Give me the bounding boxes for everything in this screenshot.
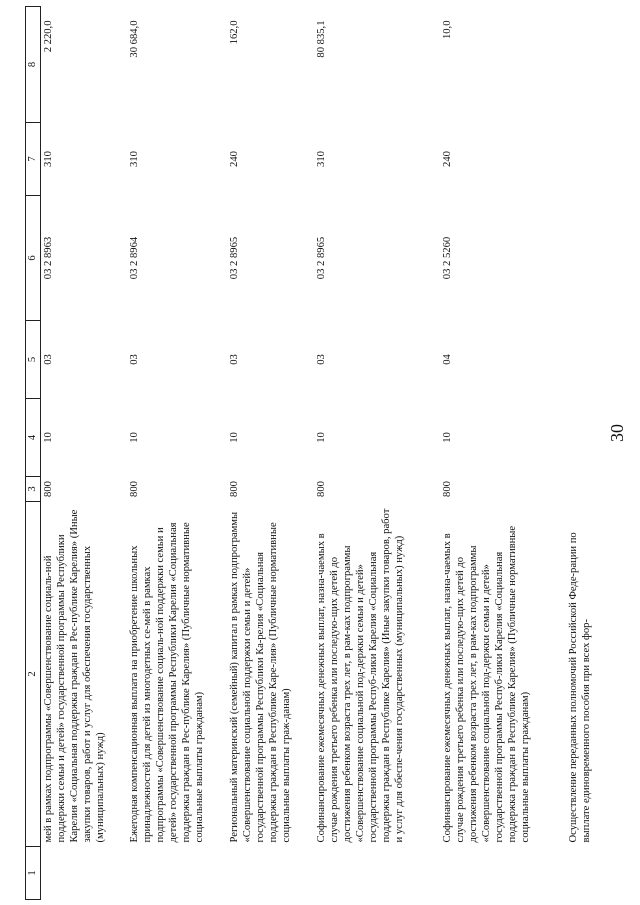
table-row: [440, 7, 566, 900]
code-ministry: 800: [315, 481, 327, 497]
row-description: Ежегодная компенсационная выплата на приобретение школьных принадлежностей для детей из многодетных се-мей в рамках подпрограммы «Совершенствование социаль-ной поддержки семьи и детей» государственной программы Республики Карелия «Социальная поддержка граждан в Рес-публике Карелия» (Публичные нормативные социальные выплаты гражданам): [128, 522, 205, 843]
code-subsection: [566, 321, 600, 399]
column-header: 7: [26, 123, 41, 196]
column-header: 8: [26, 7, 41, 123]
code-subsection: 03: [128, 354, 140, 365]
row-description: мей в рамках подпрограммы «Совершенствование социаль-ной поддержки семьи и детей» государственной программы Республики Карелия «Социальная поддержка граждан в Рес-публике Карелия» (Иные закупки товаров, работ и услуг для обеспечения государственных (муниципальных) нужд): [43, 509, 106, 843]
code-expense-type: [566, 123, 600, 196]
code-target-article: 03 2 8963: [43, 236, 54, 280]
code-target-article: 03 2 5260: [441, 236, 453, 280]
row-number-cell: [440, 847, 566, 900]
code-target-article: 03 2 8965: [228, 236, 240, 280]
code-ministry: 800: [228, 481, 240, 497]
code-section: 10: [228, 432, 240, 443]
column-header: 6: [26, 196, 41, 321]
rotated-page-content: [25, 7, 640, 900]
amount-cell: 10,0: [441, 20, 453, 40]
amount-cell: [566, 7, 600, 123]
row-description: Осуществление переданных полномочий Российской Феде-рации по выплате единовременного пособия при всех фор-: [567, 532, 592, 843]
amount-cell: 80 835,1: [315, 20, 327, 58]
code-target-article: 03 2 8964: [128, 236, 140, 280]
code-section: 10: [43, 432, 54, 443]
table-row: [227, 7, 314, 900]
amount-cell: 2 220,0: [43, 20, 54, 53]
code-section: 10: [128, 432, 140, 443]
code-target-article: 03 2 8965: [315, 236, 327, 280]
row-number-cell: [314, 847, 440, 900]
row-number-cell: [127, 847, 227, 900]
row-number-cell: [41, 847, 127, 900]
row-description: Софинансирование ежемесячных денежных выплат, назна-чаемых в случае рождения третьего ребенка или последую-щих детей до достижения ребенком возраста трех лет, в рам-ках подпрограммы «Совершенствование социальной под-держки семьи и детей» государственной программы Респуб-лики Карелия «Социальная поддержка граждан в Республике Карелия» (Иные закупки товаров, работ и услуг для обеспе-чения государственных (муниципальных) нужд): [315, 508, 405, 843]
code-ministry: 800: [441, 481, 453, 497]
amount-cell: 30 684,0: [128, 20, 140, 58]
code-ministry: 800: [128, 481, 140, 497]
column-header: 3: [26, 477, 41, 502]
row-number-cell: [227, 847, 314, 900]
column-header: 5: [26, 321, 41, 399]
code-expense-type: 310: [128, 151, 140, 167]
code-target-article: [566, 196, 600, 321]
row-description: Софинансирование ежемесячных денежных выплат, назна-чаемых в случае рождения третьего ребенка или последую-щих детей до достижения ребенком возраста трех лет, в рам-ках подпрограммы «Совершенствование социальной под-держки семьи и детей» государственной программы Респуб-лики Карелия «Социальная поддержка граждан в Республике Карелия» (Публичные нормативные социальные выплаты гражданам): [441, 525, 531, 843]
code-expense-type: 240: [228, 151, 240, 167]
table-row: [41, 7, 127, 900]
code-section: 10: [315, 432, 327, 443]
code-subsection: 03: [228, 354, 240, 365]
row-description: Региональный материнский (семейный) капитал в рамках подпрограммы «Совершенствование социальной поддержки семьи и детей» государственной программы Республики Ка-релия «Социальная поддержка граждан в Республике Каре-лия» (Публичные нормативные социальные выплаты граж-данам): [228, 511, 292, 843]
table-row: [566, 7, 600, 900]
column-header: 2: [26, 502, 41, 847]
code-subsection: 03: [315, 354, 327, 365]
code-ministry: 800: [43, 481, 54, 497]
table-header-row: [26, 7, 41, 900]
budget-table: [25, 6, 600, 900]
code-expense-type: 240: [441, 151, 453, 167]
table-row: [127, 7, 227, 900]
table-row: [314, 7, 440, 900]
row-number-cell: [566, 847, 600, 900]
amount-cell: 162,0: [228, 20, 240, 45]
code-subsection: 03: [43, 354, 54, 365]
code-section: [566, 399, 600, 477]
code-subsection: 04: [441, 354, 453, 365]
column-header: 4: [26, 399, 41, 477]
column-header: 1: [26, 847, 41, 900]
code-expense-type: 310: [315, 151, 327, 167]
code-ministry: [566, 477, 600, 502]
code-expense-type: 310: [43, 151, 54, 167]
code-section: 10: [441, 432, 453, 443]
page-number: 30: [607, 424, 627, 442]
